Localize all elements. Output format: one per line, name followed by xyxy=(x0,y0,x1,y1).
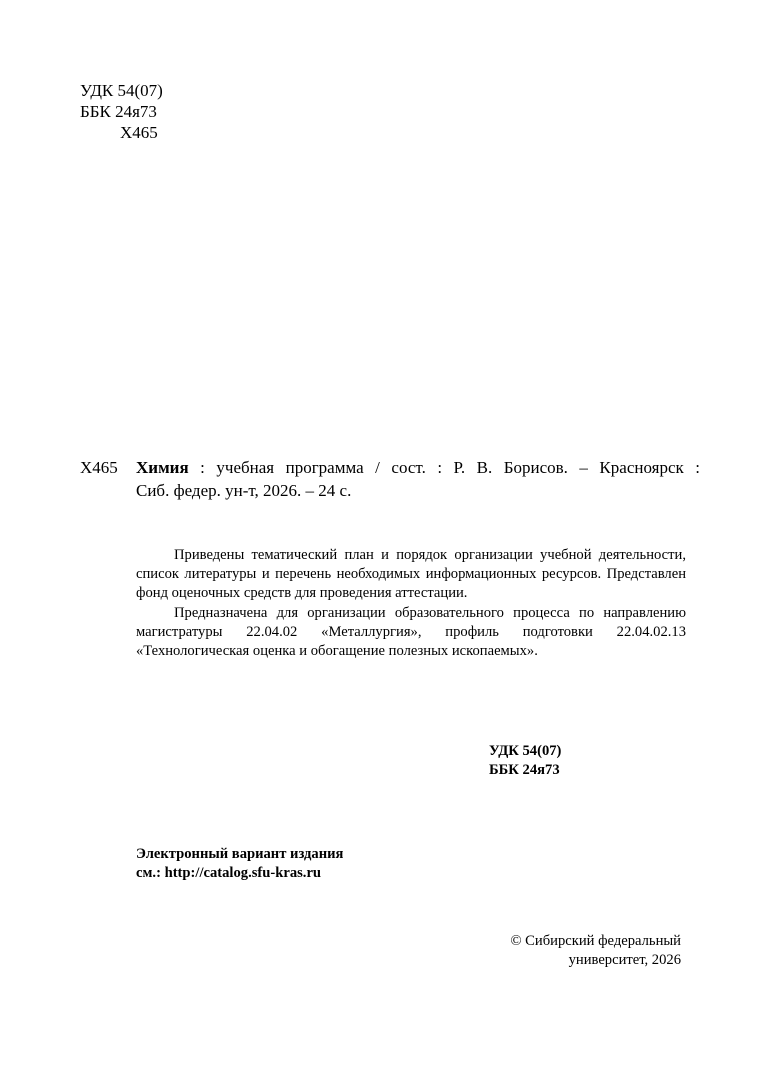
bottom-udk-code: УДК 54(07) xyxy=(489,743,562,759)
copyright-notice xyxy=(450,932,681,970)
bbk-code: ББК 24я73 xyxy=(80,102,157,121)
bottom-bbk-code: ББК 24я73 xyxy=(489,762,560,778)
catalog-link: см.: http://catalog.sfu-kras.ru xyxy=(136,865,322,881)
annotation-paragraph-1: Приведены тематический план и порядок организации учебной деятельности, список литературы и перечень необходимых информационных ресурсов. Представлен фонд оценочных средств для проведения аттестации. xyxy=(136,547,686,602)
copyright-line-1: © Сибирский федеральный xyxy=(510,933,681,949)
annotation xyxy=(136,546,686,661)
citation-line-2: Сиб. федер. ун-т, 2026. – 24 с. xyxy=(136,481,352,500)
citation-description: : учебная программа / сост. : Р. В. Борисов. – Красноярск : xyxy=(188,458,700,477)
top-classification-codes xyxy=(80,80,163,143)
electronic-version-label: Электронный вариант издания xyxy=(136,846,344,862)
citation-line-1 xyxy=(136,456,700,479)
udk-code: УДК 54(07) xyxy=(80,81,163,100)
author-sign: Х465 xyxy=(120,123,158,142)
bibliographic-citation xyxy=(80,456,700,502)
citation-title: Химия xyxy=(136,458,189,477)
copyright-line-2: университет, 2026 xyxy=(568,952,681,968)
electronic-version-note xyxy=(136,845,343,883)
annotation-paragraph-2: Предназначена для организации образовательного процесса по направлению магистратуры 22.04.02 «Металлургия», профиль подготовки 22.04.02.13 «Технологическая оценка и обогащение полезных ископаемых». xyxy=(136,604,686,660)
bottom-classification-codes xyxy=(489,742,561,780)
citation-author-sign: Х465 xyxy=(80,458,118,477)
